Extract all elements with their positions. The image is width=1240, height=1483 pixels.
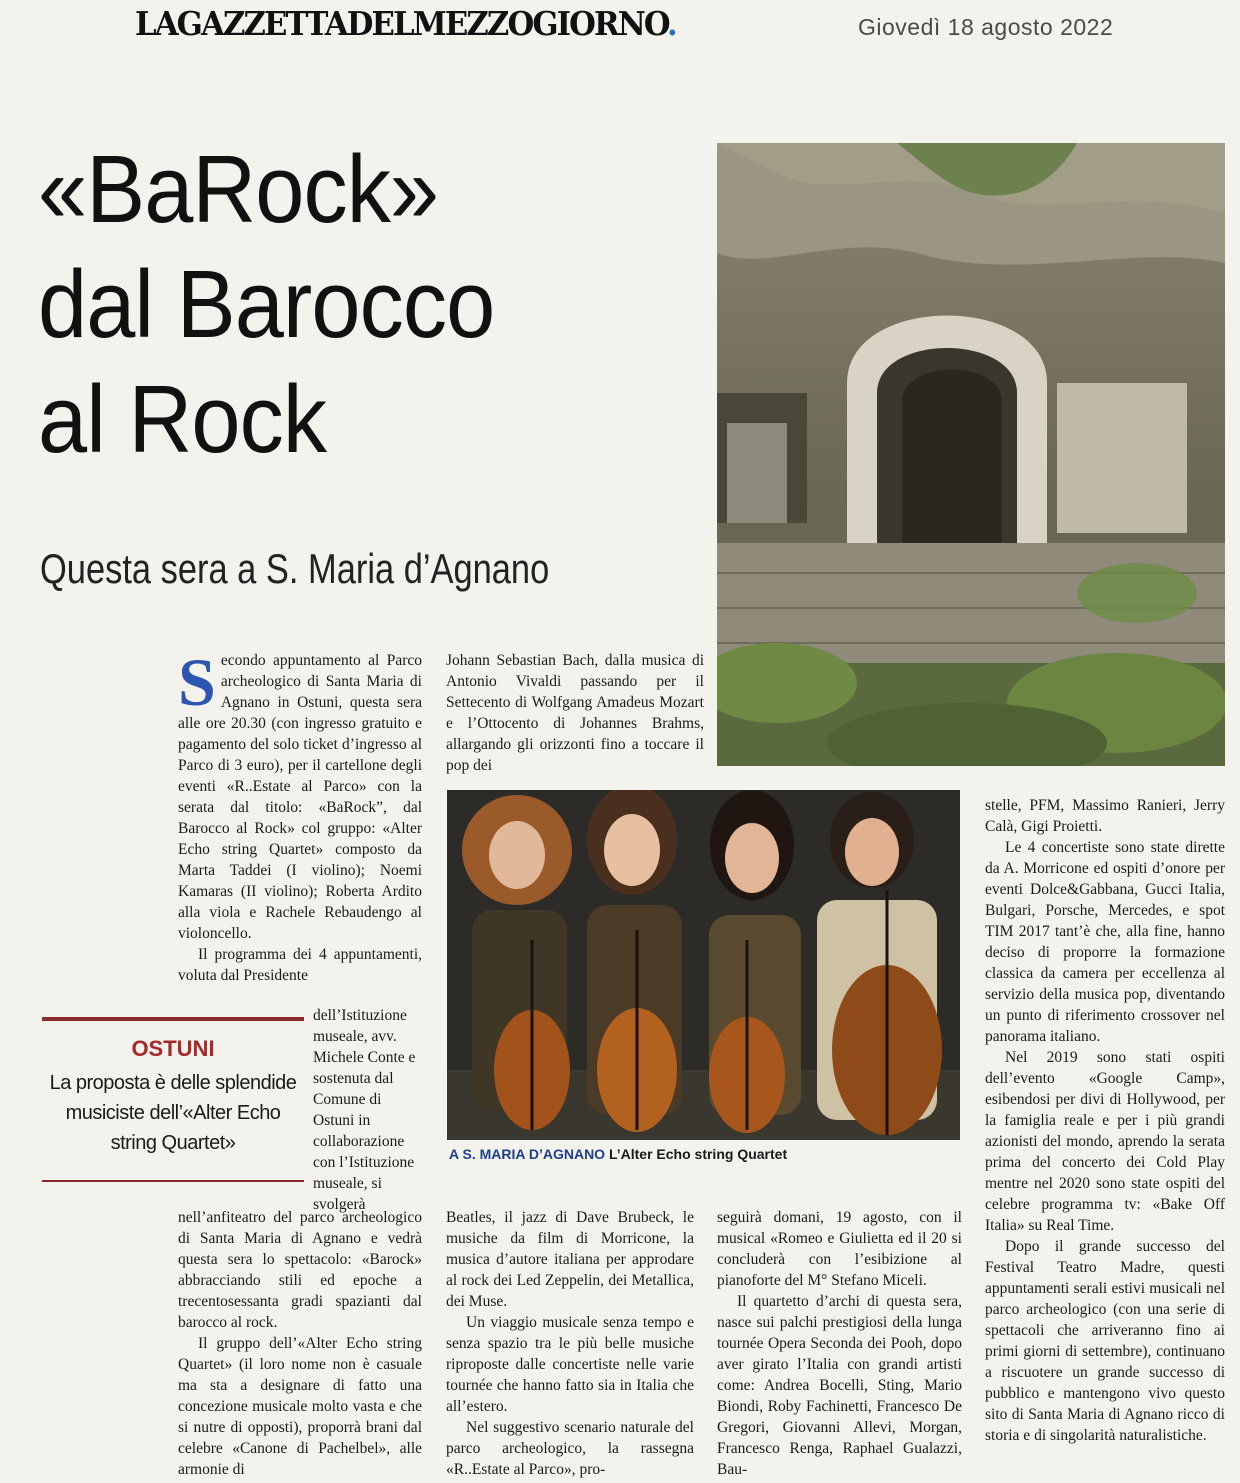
column-1-top xyxy=(178,644,422,986)
column-1-bottom xyxy=(178,1207,422,1480)
caption-text: L’Alter Echo string Quartet xyxy=(605,1146,788,1162)
photo-caption xyxy=(449,1146,787,1162)
lead-text: econdo appuntamento al Parco archeologico di Santa Maria di Agnano in Ostuni, questa sera alle ore 20.30 (con ingresso gratuito e pagamento del solo ticket d’ingresso al Parco di 3 euro), per il cartellone degli eventi «R..Estate al Parco» con la serata dal titolo: «BaRock”, dal Barocco al Rock» col gruppo: «Alter Echo string Quartet» composto da Marta Taddei (I violino); Noemi Kamaras (II violino); Roberta Ardito alla viola e Rachele Rebaudengo al violoncello. xyxy=(178,652,422,942)
col2-bottom-para-3: Nel suggestivo scenario naturale del parco archeologico, la rassegna «R..Estate al Parco», pro- xyxy=(446,1419,694,1478)
col2-top-para: Johann Sebastian Bach, dalla musica di Antonio Vivaldi passando per il Settecento di Wolfgang Amadeus Mozart e l’Ottocento di Johannes Brahms, allargando gli orizzonti fino a toccare il pop dei xyxy=(446,652,704,774)
col4-para-2: Le 4 concertiste sono state dirette da A. Morricone ed ospiti d’onore per eventi Dolce&Gabbana, Gucci Italia, Bulgari, Porsche, Mercedes, e spot TIM 2017 tant’è che, alla fine, hanno deciso di proporre la formazione classica da camera per eccellenza al servizio della musica pop, diventando un punto di riferimento crossover nel panorama italiano. xyxy=(985,839,1225,1045)
article-subheadline: Questa sera a S. Maria d’Agnano xyxy=(40,545,550,592)
column-2-top xyxy=(446,650,704,776)
sidebar-rule-bottom xyxy=(42,1180,304,1182)
column-2-bottom xyxy=(446,1207,694,1480)
masthead-title: LAGAZZETTADELMEZZOGIORNO xyxy=(135,4,667,43)
headline-line-2: dal Barocco xyxy=(38,251,495,358)
drop-cap: S xyxy=(178,644,216,720)
column-4 xyxy=(985,795,1225,1446)
headline-line-3: al Rock xyxy=(38,366,327,473)
col3-bottom-para-2: Il quartetto d’archi di questa sera, nasce sui palchi prestigiosi della lunga tournée Opera Seconda dei Pooh, dopo aver girato l’Italia con grandi artisti come: Andrea Bocelli, Sting, Mario Biondi, Roby Fachinetti, Francesco De Gregori, Giovanni Allevi, Morgan, Francesco Renga, Raphael Gualazzi, Bau- xyxy=(717,1293,962,1478)
quartet-image xyxy=(447,790,960,1140)
col2-bottom-para-2: Un viaggio musicale senza tempo e senza spazio tra le più belle musiche riproposte dalle concertiste nelle varie tournée che hanno fatto sia in Italia che all’estero. xyxy=(446,1314,694,1415)
newspaper-masthead xyxy=(135,4,676,48)
ruins-arch-photo xyxy=(717,143,1225,766)
col1-bottom-para-1: nell’anfiteatro del parco archeologico di Santa Maria di Agnano e vedrà questa sera lo spettacolo: «Barock» abbracciando stili ed epoche a trecentosessanta gradi spazianti dal barocco al rock. xyxy=(178,1209,422,1331)
quartet-photo xyxy=(447,790,960,1140)
caption-place: A S. MARIA D’AGNANO xyxy=(449,1146,606,1162)
col4-para-3: Nel 2019 sono stati ospiti dell’evento «Google Camp», esibendosi per divi di Hollywood, per la famiglia reale e per i più grandi azionisti del mondo, aprendo la serata prima del concerto dei Cold Play mentre nel 2020 sono state ospiti del celebre programma tv: «Bake Off Italia» su Real Time. xyxy=(985,1049,1225,1234)
column-3-bottom xyxy=(717,1207,962,1480)
lead-paragraph xyxy=(178,644,422,944)
column-1-narrow xyxy=(313,1005,423,1215)
col4-para-1: stelle, PFM, Massimo Ranieri, Jerry Calà, Gigi Proietti. xyxy=(985,797,1225,835)
col1-bottom-para-2: Il gruppo dell’«Alter Echo string Quartet» (il loro nome non è casuale ma sta a designare di fatto una concezione musicale molto vasta e che si nutre di opposti), proporrà brani dal celebre «Canone di Pachelbel», alle armonie di xyxy=(178,1335,422,1478)
article-headline xyxy=(38,132,718,477)
program-paragraph-start: Il programma dei 4 appuntamenti, voluta dal Presidente xyxy=(178,946,422,984)
col3-bottom-para-1: seguirà domani, 19 agosto, con il musical «Romeo e Giulietta ed il 20 si concluderà con l’esibizione al pianoforte del M° Stefano Miceli. xyxy=(717,1209,962,1289)
headline-line-1: «BaRock» xyxy=(38,136,439,243)
sidebar-text: La proposta è delle splendide musiciste dell’«Alter Echo string Quartet» xyxy=(49,1072,297,1154)
masthead-dot-icon: . xyxy=(666,4,676,43)
sidebar-box xyxy=(42,1012,304,1182)
program-paragraph-cont: dell’Istituzione museale, avv. Michele Conte e sostenuta dal Comune di Ostuni in collaborazione con l’Istituzione museale, si svolgerà xyxy=(313,1007,416,1213)
sidebar-tag: OSTUNI xyxy=(131,1036,215,1061)
col2-bottom-para-1: Beatles, il jazz di Dave Brubeck, le musiche da film di Morricone, la musica d’autore italiana per approdare al rock dei Led Zeppelin, dei Metallica, dei Muse. xyxy=(446,1209,694,1310)
ruins-arch-image xyxy=(717,143,1225,766)
col4-para-4: Dopo il grande successo del Festival Teatro Madre, questi appuntamenti serali estivi musicali nel parco archeologico (con una serie di spettacoli che arriveranno fino ai primi giorni di settembre), continuano a riscuotere un grande successo di pubblico e mantengono vivo questo sito di Santa Maria di Agnano ricco di storia e di singolarità naturalistiche. xyxy=(985,1238,1225,1444)
sidebar-rule-top xyxy=(42,1017,304,1021)
publication-date: Giovedì 18 agosto 2022 xyxy=(858,14,1114,40)
